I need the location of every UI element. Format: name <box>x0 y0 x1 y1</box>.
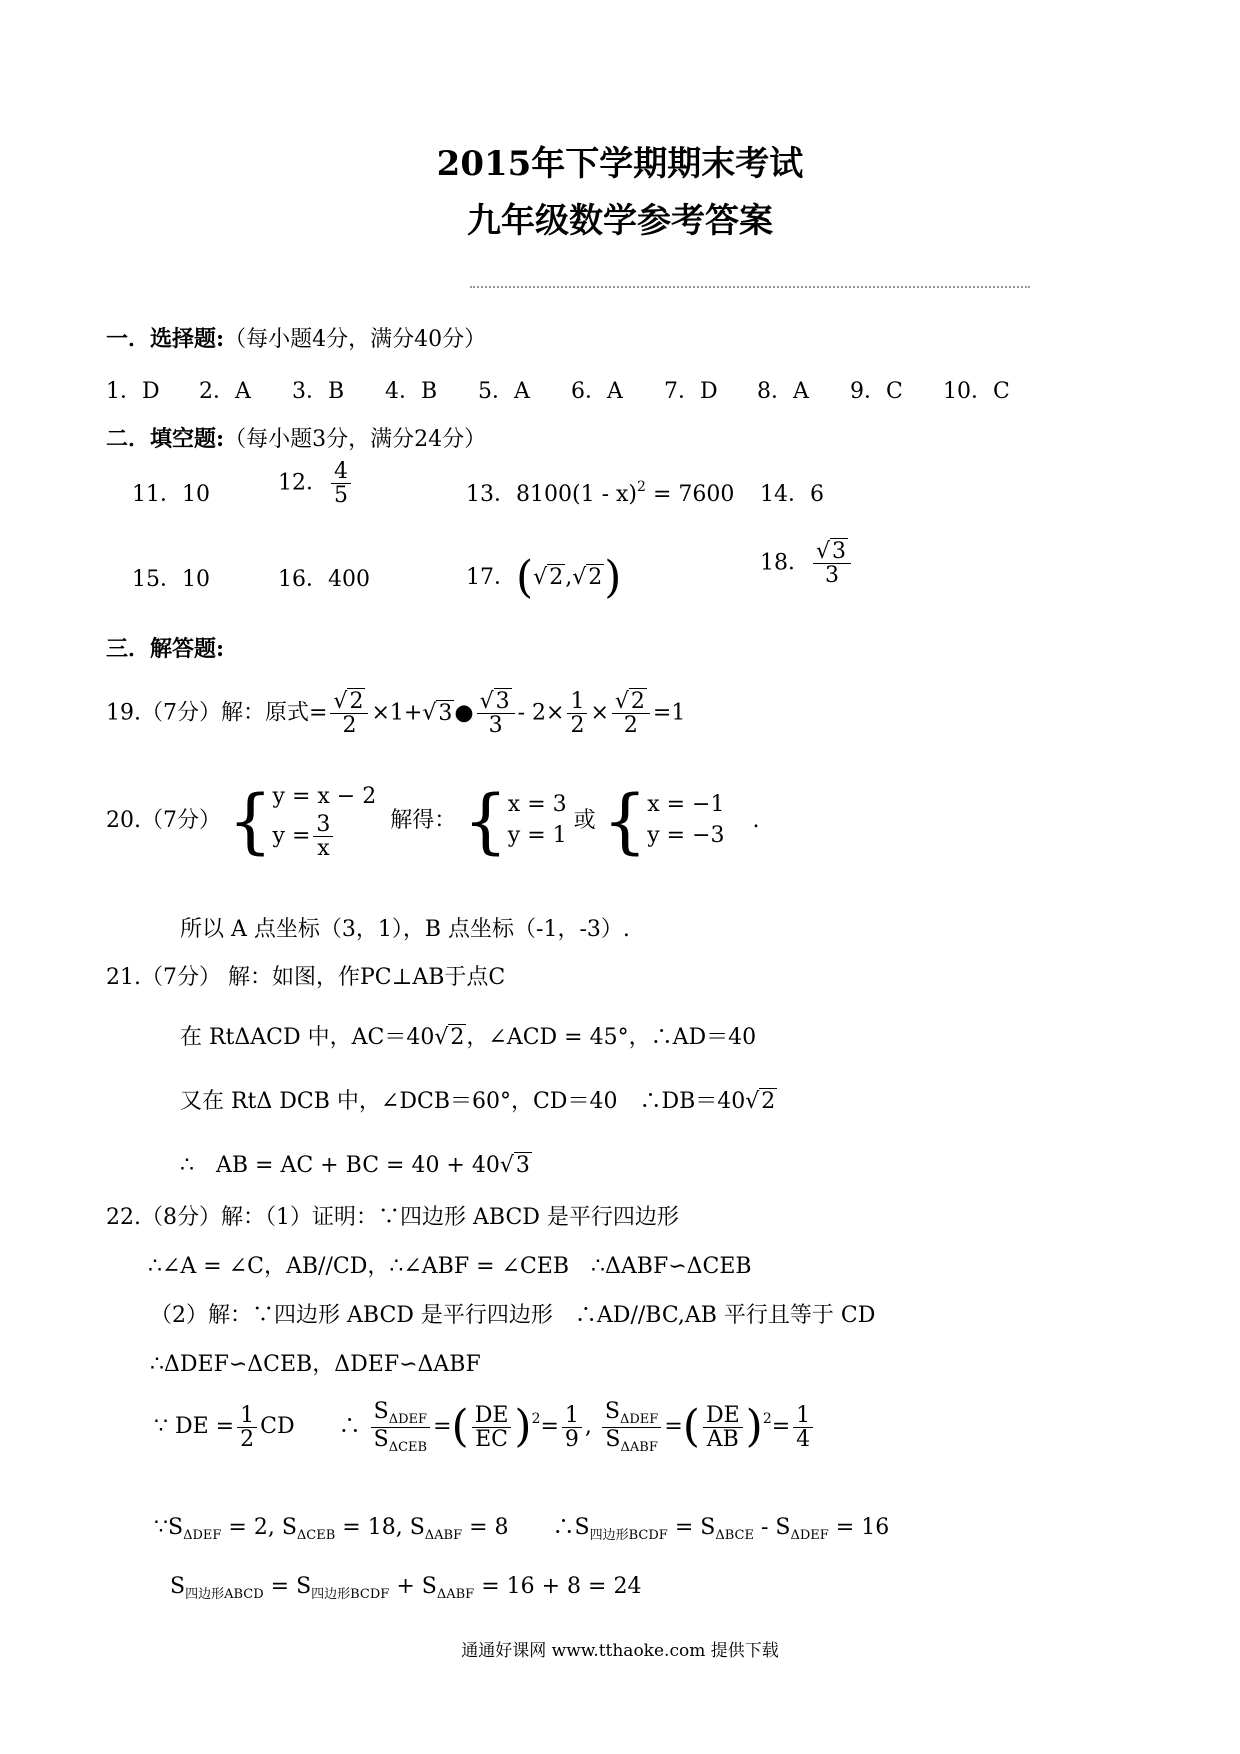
mc-answer: 10．C <box>943 379 1010 404</box>
mc-answer: 6．A <box>571 379 623 404</box>
mc-answer: 3．B <box>292 379 345 404</box>
q21-header: 21.（7分） 解：如图，作PC⊥AB于点C <box>106 965 506 990</box>
mc-answer: 7．D <box>664 379 718 404</box>
q22-line6: $\because S_{\Delta DEF} = 2$, $S_{\Delta CEB} = 18$, $S_{\Delta ABF} = 8$ $\therefore S_{四边形BCDF} = S_{\Delta BCE} - S_{\Delta DEF} = 16$ <box>154 1515 890 1543</box>
fill-q12: 12． $\frac{4}{5}$ <box>278 460 354 507</box>
section-label: 二．填空题: <box>106 426 225 452</box>
section-label: 一．选择题: <box>106 326 225 352</box>
mc-answer: 5．A <box>478 379 530 404</box>
fill-q17: 17．(√2,√2) <box>466 552 622 603</box>
fill-q14: 14．6 <box>760 482 824 507</box>
q22-line2: ∴∠A = ∠C，AB//CD，∴∠ABF = ∠CEB ∴ΔABF∽ΔCEB <box>148 1254 752 1279</box>
mc-answer: 4．B <box>385 379 438 404</box>
section-solutions <box>106 632 224 663</box>
q22-line3: （2）解：∵四边形 ABCD 是平行四边形 ∴AD//BC,AB 平行且等于 CD <box>150 1303 876 1328</box>
mc-answer: 2．A <box>199 379 251 404</box>
q21-line3: 又在 RtΔ DCB 中，∠DCB＝60°，CD＝40 ∴DB＝40√2 <box>180 1089 776 1114</box>
fill-q13: 13．8100(1 - x)$^2$ = 7600 <box>466 479 735 507</box>
fill-q11: 11．10 <box>132 482 210 507</box>
q19-solution: 19.（7分）解：原式= $\frac{√2}{2}$ ×1+√3● $\frac{√3}{3}$ - 2× $\frac{1}{2}$ × $\frac{√2}{2}$ =1 <box>106 689 686 739</box>
mc-answer: 8．A <box>757 379 809 404</box>
section-multiple-choice <box>106 322 486 353</box>
mc-answer: 9．C <box>850 379 903 404</box>
page-title: 2015年下学期期末考试 <box>436 144 804 184</box>
q20-coordinates: 所以 A 点坐标（3，1），B 点坐标（-1，-3）. <box>180 917 630 942</box>
q22-line4: ∴ΔDEF∽ΔCEB，ΔDEF∽ΔABF <box>150 1352 481 1377</box>
q21-line4: ∴ AB = AC + BC = 40 + 40√3 <box>180 1153 530 1178</box>
fill-q15: 15．10 <box>132 567 210 592</box>
q20-solution: 20.（7分） { y = x − 2 y = $\frac{3}{x}$ 解得： { x = 3 y = 1 或 { x = −1 y = −3 . <box>106 779 760 862</box>
page-subtitle: 九年级数学参考答案 <box>467 201 773 241</box>
section-note: （每小题4分，满分40分） <box>224 327 487 352</box>
q22-line5: ∵ DE = $\frac{1}{2}$ CD ∴ $\frac{S_{\Delta DEF}}{S_{\Delta CEB}}$ =( $\frac{DE}{EC}$ )$^2$= $\frac{1}{9}$ , $\frac{S_{\Delta DEF}}{S_{\Delta ABF}}$ =( $\frac{DE}{AB}$ )$^2$= $\frac{1}{4}$ <box>154 1400 816 1454</box>
section-note: （每小题3分，满分24分） <box>224 427 487 452</box>
mc-answer: 1．D <box>106 379 160 404</box>
dotted-divider <box>470 286 1030 288</box>
mc-answers <box>106 374 1036 405</box>
fill-q18: 18． $\frac{√3}{3}$ <box>760 540 854 587</box>
q22-line7: $S_{四边形ABCD} = S_{四边形BCDF} + S_{\Delta ABF} = 16 + 8 = 24$ <box>170 1574 642 1602</box>
section-fill-blank <box>106 422 486 453</box>
section-label: 三．解答题: <box>106 636 225 662</box>
footer-source: 通通好课网 www.tthaoke.com 提供下载 <box>461 1641 779 1661</box>
fill-q16: 16．400 <box>278 567 370 592</box>
q22-header: 22.（8分）解：（1）证明：∵四边形 ABCD 是平行四边形 <box>106 1205 679 1230</box>
q21-line2: 在 RtΔACD 中，AC＝40√2，∠ACD = 45°，∴AD＝40 <box>180 1025 757 1050</box>
